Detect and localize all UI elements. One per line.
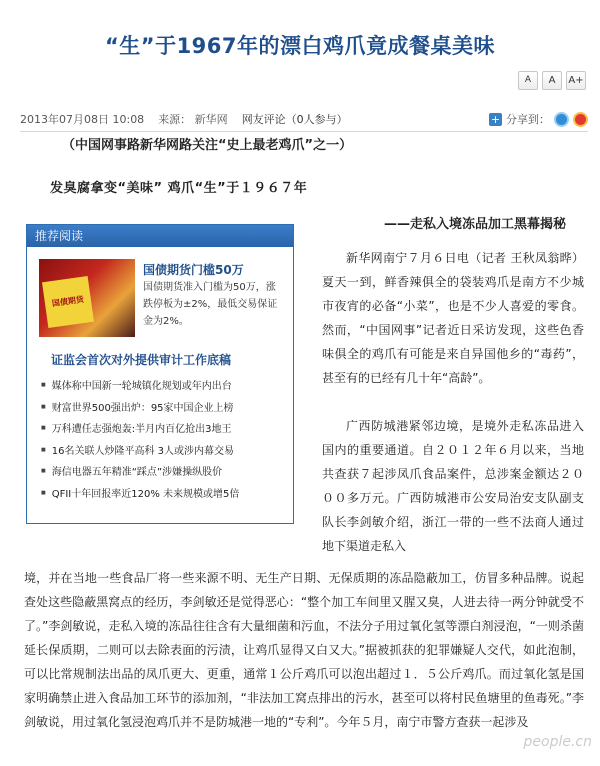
- qq-share-icon[interactable]: [554, 112, 569, 127]
- paragraph: 广西防城港紧邻边境，是境外走私冻品进入国内的重要通道。自２０１２年６月以来，当地共查获７起涉凤爪食品案件，总涉案金额达２０００多万元。广西防城港市公安局治安支队副支队长李剑敏介绍，浙江一带的一些不法商人通过地下渠道走私入: [322, 419, 584, 553]
- article-source: 来源： 新华网: [158, 113, 228, 126]
- list-item[interactable]: ■ 媒体称中国新一轮城镇化规划或年内出台: [41, 375, 289, 397]
- publish-date: 2013年07月08日 10:08: [20, 113, 145, 126]
- font-size-controls: [518, 71, 586, 90]
- share-label[interactable]: 分享到：: [506, 113, 550, 126]
- font-smaller-button[interactable]: A: [518, 71, 538, 90]
- font-normal-button[interactable]: A: [542, 71, 562, 90]
- article-meta: [20, 108, 588, 130]
- recommend-header: 推荐阅读: [27, 225, 293, 247]
- article-column: [322, 246, 584, 558]
- list-item[interactable]: ■ 16名关联人炒隆平高科 3人或涉内幕交易: [41, 440, 289, 462]
- meta-divider: [20, 131, 588, 132]
- article-headline: 发臭腐拿变“美味” 鸡爪“生”于１９６７年: [50, 181, 308, 196]
- paragraph: 新华网南宁７月６日电（记者 王秋凤翁晔） 夏天一到，鲜香辣俱全的袋装鸡爪是南方不少城市夜宵的必备“小菜”，也是不少人喜爱的零食。然而，“中国网事”记者近日采访发现，这些色香味俱全的鸡爪有可能是来自异国他乡的“毒药”，甚至有的已经有几十年“高龄”。: [322, 251, 584, 385]
- list-item[interactable]: ■ 海信电器五年精准“踩点”涉嫌操纵股价: [41, 461, 289, 483]
- feature-description: 国债期货准入门槛为50万，涨跌停板为±2%，最低交易保证金为2%。: [143, 282, 278, 327]
- list-item[interactable]: ■ QFII十年回报率近120% 未来规模或增5倍: [41, 483, 289, 505]
- article-series-note: （中国网事路新华网路关注“史上最老鸡爪”之一）: [62, 138, 353, 153]
- article-subheadline: ——走私入境冻品加工黑幕揭秘: [383, 217, 566, 232]
- comments-link[interactable]: 网友评论（0人参与）: [241, 113, 348, 126]
- share-bar: [489, 111, 588, 127]
- font-larger-button[interactable]: A+: [566, 71, 586, 90]
- recommend-top-link[interactable]: 证监会首次对外提供审计工作底稿: [51, 353, 232, 367]
- plus-icon[interactable]: +: [490, 112, 501, 126]
- recommend-feature[interactable]: [39, 259, 283, 345]
- weibo-share-icon[interactable]: [573, 112, 588, 127]
- recommend-list: [41, 375, 289, 504]
- list-item[interactable]: ■ 万科遭任志强炮轰:半月内百亿抢出3地王: [41, 418, 289, 440]
- feature-thumbnail[interactable]: [39, 259, 135, 337]
- watermark: people.cn: [523, 734, 592, 750]
- thumbnail-badge: 国债期货: [42, 276, 94, 328]
- article-body: 境，并在当地一些食品厂将一些来源不明、无生产日期、无保质期的冻品隐蔽加工，仿冒多种品牌。说起查处这些隐蔽黑窝点的经历，李剑敏还是觉得恶心：“整个加工车间里又腥又臭，人进去待一两分钟就受不了。”李剑敏说，走私入境的冻品往往含有大量细菌和污血，不法分子用过氧化氢等漂白剂浸泡，“一则杀菌延长保质期，二则可以去除表面的污渍，让鸡爪显得又白又大。”据被抓获的犯罪嫌疑人交代，如此泡制，可以比常规制法出品的凤爪更大、更重，通常１公斤鸡爪可以泡出超过１．５公斤鸡爪。而过氧化氢是国家明确禁止进入食品加工环节的添加剂，“非法加工窝点排出的污水，甚至可以将村民鱼塘里的鱼毒死。”李剑敏说，用过氧化氢浸泡鸡爪并不是防城港一地的“专利”。今年５月，南宁市警方查获一起涉及: [24, 571, 584, 729]
- article-title: “生”于1967年的漂白鸡爪竟成餐桌美味: [104, 34, 496, 58]
- recommend-box: [26, 224, 294, 524]
- list-item[interactable]: ■ 财富世界500强出炉：95家中国企业上榜: [41, 397, 289, 419]
- feature-title-link[interactable]: 国债期货门槛50万: [143, 263, 244, 277]
